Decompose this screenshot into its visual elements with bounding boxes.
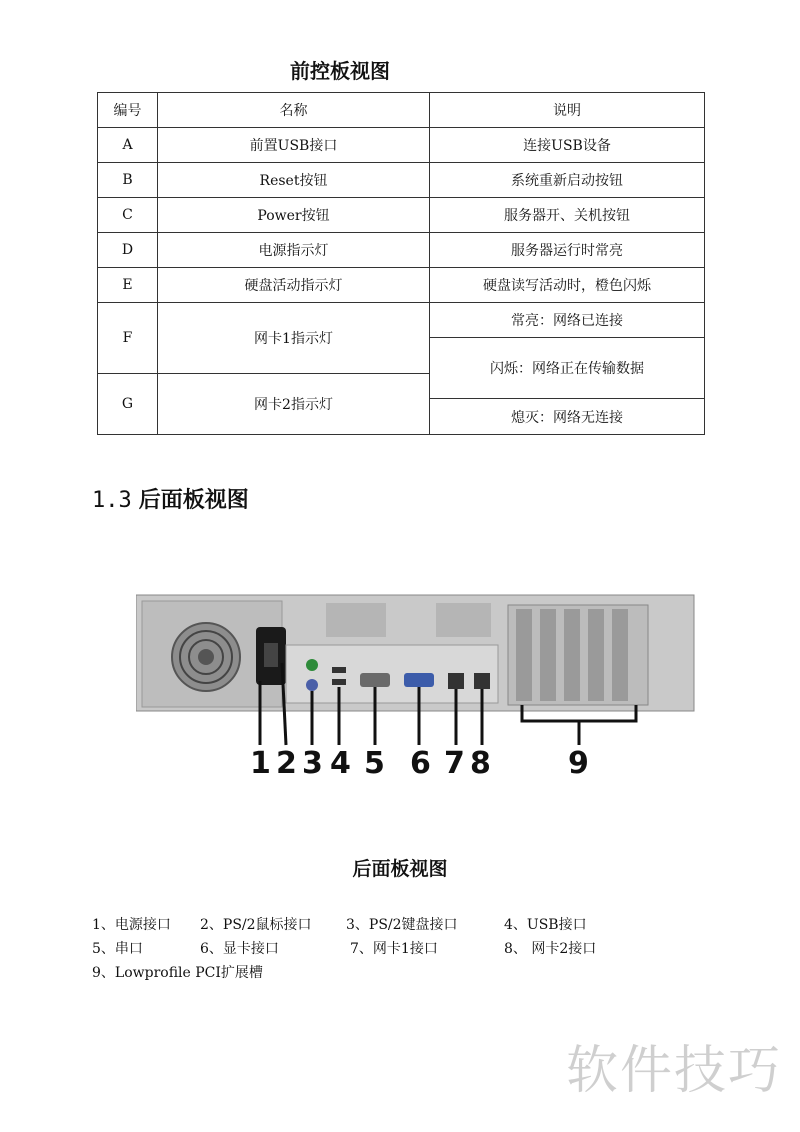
row-name: 电源指示灯 (158, 233, 430, 268)
callout-6: 6 (410, 746, 431, 781)
front-panel-table (97, 92, 705, 435)
rear-panel-caption: 后面板视图 (352, 858, 448, 880)
table-row (98, 303, 705, 338)
row-id: E (98, 268, 158, 303)
callout-5: 5 (364, 746, 385, 781)
pci-slots-icon (508, 605, 648, 705)
legend-item: 3、PS/2键盘接口 (346, 917, 458, 933)
rear-panel-figure (136, 593, 696, 783)
callout-7: 7 (444, 746, 465, 781)
row-name: 前置USB接口 (158, 128, 430, 163)
table-row (98, 233, 705, 268)
row-desc: 熄灭：网络无连接 (430, 399, 705, 435)
watermark: 软件技巧 (566, 1041, 783, 1101)
row-name: Power按钮 (158, 198, 430, 233)
legend-item: 4、USB接口 (504, 917, 587, 933)
legend-item: 8、 网卡2接口 (504, 941, 597, 957)
row-desc: 常亮：网络已连接 (430, 303, 705, 338)
table-row (98, 163, 705, 198)
row-id: D (98, 233, 158, 268)
usb-port-icon (332, 667, 346, 673)
row-desc: 系统重新启动按钮 (430, 163, 705, 198)
row-id: B (98, 163, 158, 198)
table-row (98, 268, 705, 303)
row-name: 网卡2指示灯 (158, 374, 430, 435)
table-row (98, 198, 705, 233)
legend-item: 5、串口 (92, 941, 143, 957)
row-desc: 闪烁：网络正在传输数据 (430, 338, 705, 399)
header-id: 编号 (98, 93, 158, 128)
legend-item: 2、PS/2鼠标接口 (200, 917, 312, 933)
row-id: C (98, 198, 158, 233)
row-name: Reset按钮 (158, 163, 430, 198)
row-desc: 服务器开、关机按钮 (430, 198, 705, 233)
header-name: 名称 (158, 93, 430, 128)
callout-1: 1 (250, 746, 271, 781)
legend-item: 7、网卡1接口 (350, 941, 438, 957)
callout-9: 9 (568, 746, 589, 781)
row-id: F (98, 303, 158, 374)
ps2-mouse-port-icon (306, 659, 318, 671)
front-panel-title: 前控板视图 (290, 59, 390, 83)
row-desc: 硬盘读写活动时，橙色闪烁 (430, 268, 705, 303)
legend-item: 1、电源接口 (92, 917, 171, 933)
row-id: G (98, 374, 158, 435)
ps2-keyboard-port-icon (306, 679, 318, 691)
legend-line-1 (92, 914, 712, 934)
vga-port-icon (404, 673, 434, 687)
section-heading (92, 483, 249, 514)
row-name: 硬盘活动指示灯 (158, 268, 430, 303)
row-id: A (98, 128, 158, 163)
serial-port-icon (360, 673, 390, 687)
row-desc: 服务器运行时常亮 (430, 233, 705, 268)
callout-8: 8 (470, 746, 491, 781)
section-title: 后面板视图 (138, 487, 249, 513)
legend-item: 9、Lowprofile PCI扩展槽 (92, 965, 263, 981)
row-name: 网卡1指示灯 (158, 303, 430, 374)
table-row (98, 128, 705, 163)
callout-2: 2 (276, 746, 297, 781)
header-desc: 说明 (430, 93, 705, 128)
table-header-row (98, 93, 705, 128)
callout-3: 3 (302, 746, 323, 781)
nic1-port-icon (448, 673, 464, 689)
nic2-port-icon (474, 673, 490, 689)
section-number: 1.3 (92, 488, 132, 513)
legend-line-2 (92, 938, 712, 958)
legend-item: 6、显卡接口 (200, 941, 279, 957)
row-desc: 连接USB设备 (430, 128, 705, 163)
legend-line-3 (92, 962, 712, 982)
callout-4: 4 (330, 746, 351, 781)
